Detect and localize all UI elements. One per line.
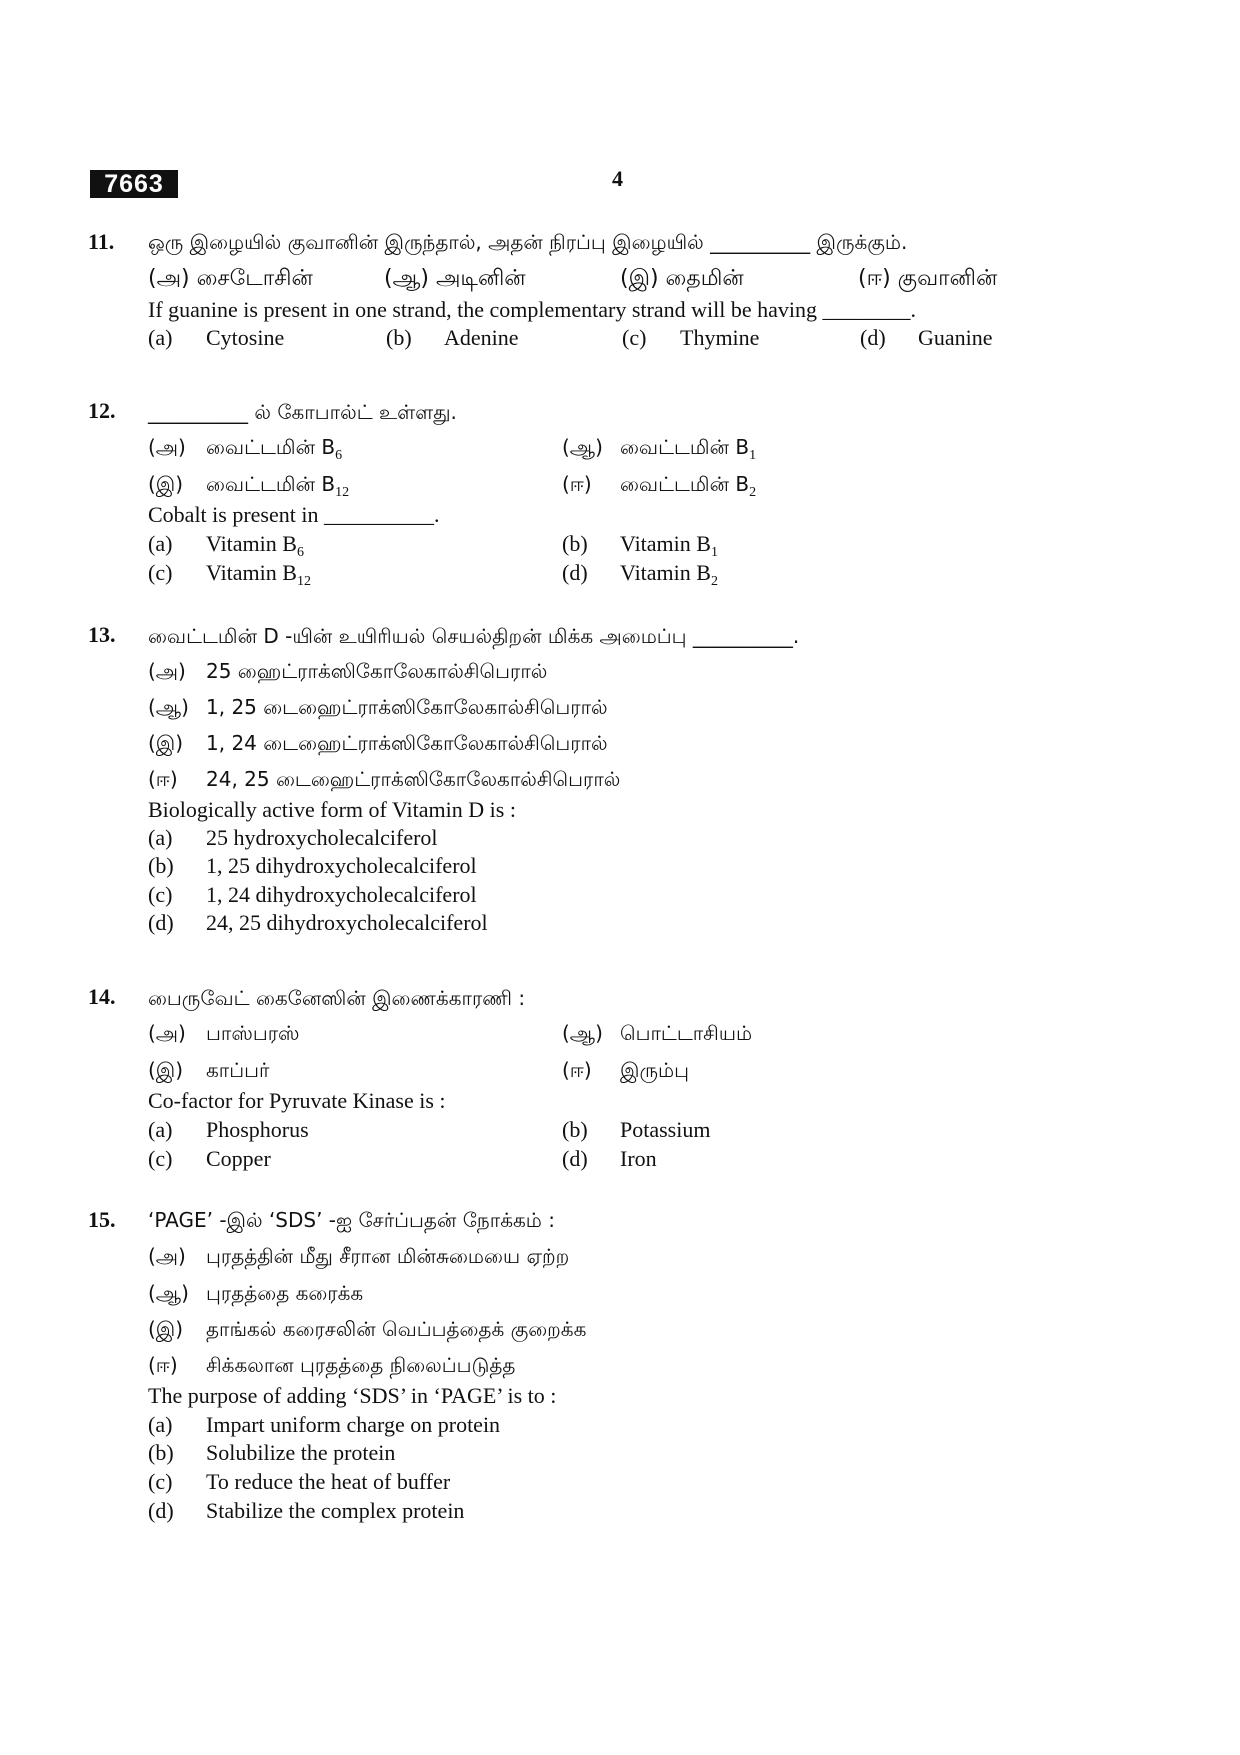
option-label: (இ)	[148, 1317, 184, 1341]
option-tamil-c	[148, 730, 608, 758]
option-label: (b)	[562, 531, 588, 556]
option-label: (ஆ)	[148, 695, 189, 719]
option-text: Guanine	[918, 325, 993, 350]
option-english-d	[562, 560, 718, 590]
question-stem-english: Biologically active form of Vitamin D is :	[148, 797, 516, 822]
option-label: (ஆ)	[562, 435, 603, 459]
option-tamil-c	[148, 471, 349, 501]
option-tamil-d	[562, 471, 756, 501]
option-label: (ஈ)	[148, 1353, 178, 1377]
option-text: Cytosine	[206, 325, 285, 350]
question-stem-tamil: வைட்டமின் D -யின் உயிரியல் செயல்திறன் மிக்க அமைப்பு __________.	[148, 624, 800, 648]
option-tamil-a: (அ) சைடோசின்	[148, 266, 313, 291]
question-number: 12.	[88, 398, 116, 423]
option-label: (ஈ)	[562, 472, 592, 496]
question-stem-english: If guanine is present in one strand, the complementary strand will be having ________.	[148, 297, 916, 322]
option-text: Vitamin B	[206, 560, 297, 585]
option-tamil-d	[148, 766, 620, 794]
option-tamil-b: (ஆ) அடினின்	[384, 266, 526, 291]
option-text: 24, 25 டைஹைட்ராக்ஸிகோலேகால்சிபெரால்	[206, 767, 621, 791]
option-label: (d)	[860, 325, 886, 350]
option-text: 24, 25 dihydroxycholecalciferol	[206, 910, 488, 935]
option-text: Vitamin B	[620, 560, 711, 585]
option-tamil-a	[148, 1020, 300, 1048]
page-number: 4	[612, 166, 623, 191]
option-label: (இ)	[148, 472, 184, 496]
question-stem-tamil: ‘PAGE’ -இல் ‘SDS’ -ஐ சேர்ப்பதன் நோக்கம் :	[148, 1208, 555, 1232]
option-subscript: 2	[749, 485, 757, 500]
option-label: (d)	[148, 910, 174, 935]
option-label: (b)	[386, 325, 412, 350]
option-tamil-d: (ஈ) குவானின்	[858, 266, 998, 291]
option-text: Vitamin B	[620, 531, 711, 556]
option-text: 1, 24 dihydroxycholecalciferol	[206, 882, 477, 907]
option-english-a	[148, 825, 438, 851]
option-label: (a)	[148, 825, 173, 850]
option-subscript: 12	[335, 485, 350, 500]
option-label: (c)	[148, 882, 173, 907]
question-number: 15.	[88, 1207, 116, 1232]
option-english-d	[148, 1498, 464, 1524]
question-stem-tamil: __________ ல் கோபால்ட் உள்ளது.	[148, 400, 457, 424]
option-english-d	[562, 1146, 657, 1172]
option-label: (இ)	[148, 1058, 184, 1082]
option-english-b	[562, 1117, 710, 1143]
option-tamil-b	[562, 1020, 752, 1048]
option-tamil-b	[562, 434, 756, 464]
option-label: (c)	[148, 1469, 173, 1494]
option-text: Phosphorus	[206, 1117, 309, 1142]
option-label: (ஈ)	[148, 767, 178, 791]
option-text: 25 hydroxycholecalciferol	[206, 825, 438, 850]
option-text: 1, 25 dihydroxycholecalciferol	[206, 853, 477, 878]
option-label: (b)	[148, 853, 174, 878]
option-english-a	[148, 325, 284, 351]
option-english-d	[148, 910, 488, 936]
option-label: (ஈ)	[562, 1058, 592, 1082]
option-label: (ஆ)	[148, 1281, 189, 1305]
question-number: 13.	[88, 622, 116, 647]
option-text: Copper	[206, 1146, 271, 1171]
option-text: 1, 25 டைஹைட்ராக்ஸிகோலேகால்சிபெரால்	[206, 695, 608, 719]
option-text: சிக்கலான புரதத்தை நிலைப்படுத்த	[206, 1353, 516, 1377]
option-text: Iron	[620, 1146, 657, 1171]
option-label: (ஆ)	[562, 1021, 603, 1045]
option-subscript: 2	[710, 574, 718, 589]
option-label: (அ)	[148, 435, 186, 459]
option-text: தாங்கல் கரைசலின் வெப்பத்தைக் குறைக்க	[206, 1317, 587, 1341]
option-label: (c)	[148, 560, 173, 585]
option-text: பாஸ்பரஸ்	[206, 1021, 300, 1045]
option-text: Potassium	[620, 1117, 711, 1142]
option-tamil-d	[562, 1057, 689, 1085]
option-tamil-a	[148, 658, 547, 686]
option-label: (அ)	[148, 659, 186, 683]
option-english-c	[148, 1146, 271, 1172]
option-text: Impart uniform charge on protein	[206, 1412, 501, 1437]
question-stem-tamil: ஒரு இழையில் குவானின் இருந்தால், அதன் நிரப்பு இழையில் __________ இருக்கும்.	[148, 230, 908, 254]
option-tamil-b	[148, 694, 608, 722]
option-tamil-d	[148, 1352, 515, 1380]
option-subscript: 12	[296, 574, 311, 589]
option-tamil-a	[148, 434, 342, 464]
option-english-a	[148, 1412, 500, 1438]
option-english-c	[148, 560, 311, 590]
option-text: பொட்டாசியம்	[620, 1021, 753, 1045]
option-tamil-b	[148, 1280, 363, 1308]
option-english-a	[148, 1117, 309, 1143]
paper-code-badge: 7663	[90, 170, 178, 198]
option-label: (c)	[148, 1146, 173, 1171]
option-label: (இ)	[148, 731, 184, 755]
option-tamil-c	[148, 1316, 586, 1344]
option-text: Vitamin B	[206, 531, 297, 556]
option-label: (a)	[148, 1117, 173, 1142]
option-text: Adenine	[444, 325, 519, 350]
option-label: (அ)	[148, 1244, 186, 1268]
option-english-b	[562, 531, 718, 561]
option-text: வைட்டமின் B	[620, 435, 750, 459]
option-label: (b)	[148, 1440, 174, 1465]
option-english-b	[148, 853, 477, 879]
option-text: இரும்பு	[620, 1058, 689, 1082]
question-stem-english: Cobalt is present in __________.	[148, 502, 440, 527]
option-english-d	[860, 325, 993, 351]
option-english-a	[148, 531, 304, 561]
option-label: (a)	[148, 531, 173, 556]
option-tamil-a	[148, 1243, 569, 1271]
option-tamil-c	[148, 1057, 269, 1085]
option-label: (b)	[562, 1117, 588, 1142]
option-text: வைட்டமின் B	[206, 472, 336, 496]
option-label: (d)	[148, 1498, 174, 1523]
option-text: Solubilize the protein	[206, 1440, 396, 1465]
option-tamil-c: (இ) தைமின்	[620, 266, 744, 291]
option-subscript: 1	[710, 545, 718, 560]
option-label: (a)	[148, 1412, 173, 1437]
option-text: Stabilize the complex protein	[206, 1498, 465, 1523]
option-subscript: 6	[296, 545, 304, 560]
option-label: (a)	[148, 325, 173, 350]
option-text: புரதத்தை கரைக்க	[206, 1281, 364, 1305]
question-number: 14.	[88, 984, 116, 1009]
question-number: 11.	[88, 229, 115, 254]
option-text: Thymine	[680, 325, 760, 350]
option-text: வைட்டமின் B	[620, 472, 750, 496]
option-english-b	[386, 325, 519, 351]
option-label: (d)	[562, 1146, 588, 1171]
option-text: புரதத்தின் மீது சீரான மின்சுமையை ஏற்ற	[206, 1244, 570, 1268]
option-subscript: 1	[749, 448, 757, 463]
option-text: To reduce the heat of buffer	[206, 1469, 451, 1494]
question-stem-english: The purpose of adding ‘SDS’ in ‘PAGE’ is to :	[148, 1383, 557, 1408]
option-label: (c)	[622, 325, 647, 350]
option-english-c	[148, 1469, 450, 1495]
question-stem-english: Co-factor for Pyruvate Kinase is :	[148, 1088, 446, 1113]
option-text: 25 ஹைட்ராக்ஸிகோலேகால்சிபெரால்	[206, 659, 548, 683]
option-subscript: 6	[335, 448, 343, 463]
option-label: (அ)	[148, 1021, 186, 1045]
option-text: காப்பர்	[206, 1058, 270, 1082]
option-text: 1, 24 டைஹைட்ராக்ஸிகோலேகால்சிபெரால்	[206, 731, 608, 755]
option-english-c	[622, 325, 759, 351]
option-text: வைட்டமின் B	[206, 435, 336, 459]
option-label: (d)	[562, 560, 588, 585]
option-english-b	[148, 1440, 395, 1466]
question-stem-tamil: பைருவேட் கைனேஸின் இணைக்காரணி :	[148, 986, 526, 1010]
option-english-c	[148, 882, 477, 908]
